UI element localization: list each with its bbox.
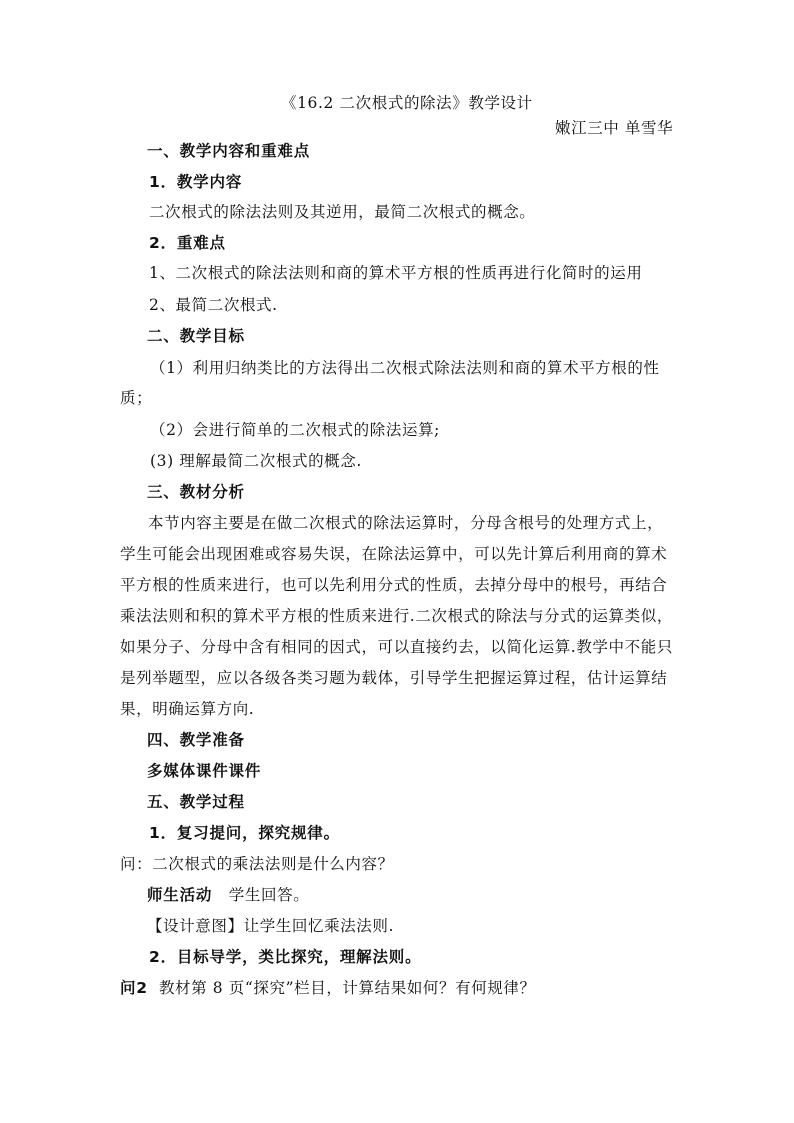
section-4-heading: 四、教学准备 bbox=[147, 731, 245, 749]
goal-3: (3) 理解最简二次根式的概念. bbox=[150, 452, 362, 470]
analysis-line-7: 果，明确运算方向. bbox=[120, 700, 255, 718]
document-title: 《16.2 二次根式的除法》教学设计 bbox=[281, 94, 533, 112]
section-1-sub-1-text: 二次根式的除法法则及其逆用，最简二次根式的概念。 bbox=[149, 203, 536, 221]
question-2-line bbox=[120, 978, 536, 998]
section-1-sub-1: 1．教学内容 bbox=[149, 173, 243, 191]
section-2-heading: 二、教学目标 bbox=[147, 327, 245, 345]
section-5-step-2: 2．目标导学，类比探究，理解法则。 bbox=[149, 948, 422, 966]
activity-line bbox=[147, 885, 309, 905]
activity-label: 师生活动 bbox=[147, 886, 213, 904]
section-5-step-1: 1．复习提问，探究规律。 bbox=[149, 824, 340, 842]
section-4-text: 多媒体课件课件 bbox=[147, 762, 262, 780]
goal-1-line-b: 质； bbox=[120, 389, 153, 407]
analysis-line-3: 平方根的性质来进行，也可以先利用分式的性质，去掉分母中的根号，再结合 bbox=[120, 576, 668, 594]
goal-1-line-a: （1）利用归纳类比的方法得出二次根式除法法则和商的算术平方根的性 bbox=[150, 359, 660, 377]
section-1-sub-2-item-1: 1、二次根式的除法法则和商的算术平方根的性质再进行化简时的运用 bbox=[149, 264, 643, 282]
section-1-sub-2-item-2: 2、最简二次根式. bbox=[149, 296, 278, 314]
analysis-line-6: 是列举题型，应以各级各类习题为载体，引导学生把握运算过程，估计运算结 bbox=[120, 669, 668, 687]
section-3-heading: 三、教材分析 bbox=[147, 483, 245, 501]
analysis-line-4: 乘法法则和积的算术平方根的性质来进行.二次根式的除法与分式的运算类似， bbox=[120, 607, 673, 625]
analysis-line-1: 本节内容主要是在做二次根式的除法运算时，分母含根号的处理方式上， bbox=[148, 514, 664, 532]
section-1-heading: 一、教学内容和重难点 bbox=[147, 142, 311, 160]
analysis-line-2: 学生可能会出现困难或容易失误，在除法运算中，可以先计算后利用商的算术 bbox=[120, 545, 668, 563]
section-5-heading: 五、教学过程 bbox=[147, 793, 245, 811]
section-1-sub-2: 2．重难点 bbox=[149, 234, 226, 252]
question-1: 问：二次根式的乘法法则是什么内容？ bbox=[120, 855, 394, 873]
author-line: 嫩江三中 单雪华 bbox=[555, 119, 674, 137]
analysis-line-5: 如果分子、分母中含有相同的因式，可以直接约去，以简化运算.教学中不能只 bbox=[120, 638, 673, 656]
activity-text: 学生回答。 bbox=[228, 886, 310, 904]
goal-2: （2）会进行简单的二次根式的除法运算; bbox=[150, 421, 440, 439]
question-2-label: 问2 bbox=[120, 979, 148, 997]
design-intent: 【设计意图】让学生回忆乘法法则. bbox=[147, 917, 395, 935]
question-2-text: 教材第 8 页“探究”栏目，计算结果如何？有何规律？ bbox=[158, 979, 536, 997]
